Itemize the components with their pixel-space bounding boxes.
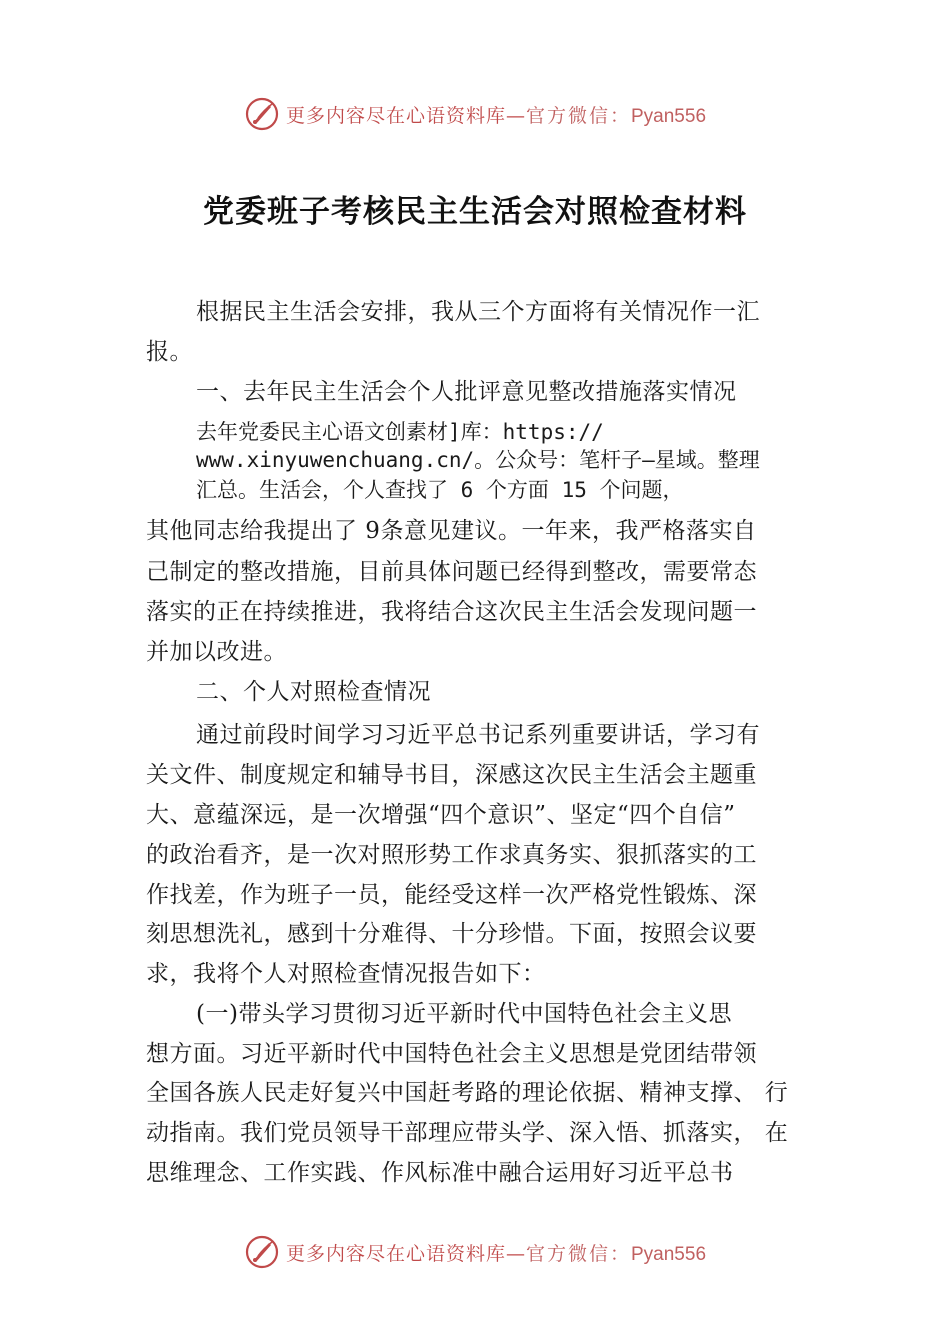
body-line: 全国各族人民走好复兴中国赶考路的理论依据、精神支撑、 行 xyxy=(146,1080,789,1106)
body-line: 己制定的整改措施，目前具体问题已经得到整改，需要常态 xyxy=(146,559,757,585)
banner-account: Pyan556 xyxy=(631,1243,707,1265)
banner-dash: — xyxy=(505,104,526,127)
body-line: 并加以改进。 xyxy=(146,639,287,665)
document-title: 党委班子考核民主生活会对照检查材料 xyxy=(203,194,747,230)
body-line: 关文件、制度规定和辅导书目，深感这次民主生活会主题重 xyxy=(146,762,757,788)
body-line: www.xinyuwenchuang.cn/。公众号：笔杆子—星域。整理 xyxy=(196,448,760,472)
body-line: (一)带头学习贯彻习近平新时代中国特色社会主义思 xyxy=(196,1001,732,1027)
banner-dash: — xyxy=(505,1242,526,1265)
banner-text xyxy=(286,1239,706,1266)
body-line: 动指南。我们党员领导干部理应带头学、深入悟、抓落实， 在 xyxy=(146,1120,789,1146)
body-line: 的政治看齐，是一次对照形势工作求真务实、狠抓落实的工 xyxy=(146,842,757,868)
body-line: 根据民主生活会安排，我从三个方面将有关情况作一汇 xyxy=(196,299,760,325)
banner-account: Pyan556 xyxy=(631,105,707,127)
body-line: 其他同志给我提出了 9条意见建议。一年来，我严格落实自 xyxy=(146,518,757,544)
footer-banner xyxy=(0,1230,950,1274)
banner-main-text: 更多内容尽在心语资料库 xyxy=(285,104,506,127)
body-line: 作找差，作为班子一员，能经受这样一次严格党性锻炼、深 xyxy=(146,882,757,908)
body-line: 落实的正在持续推进，我将结合这次民主生活会发现问题一 xyxy=(146,599,757,625)
quill-logo-icon xyxy=(244,1234,280,1270)
body-line: 求，我将个人对照检查情况报告如下： xyxy=(146,961,546,987)
body-line: 通过前段时间学习习近平总书记系列重要讲话，学习有 xyxy=(196,722,760,748)
body-line: 大、意蕴深远，是一次增强“四个意识”、坚定“四个自信” xyxy=(146,802,736,828)
banner-wechat-label: 官方微信： xyxy=(525,1243,631,1265)
section-heading: 二、个人对照检查情况 xyxy=(196,679,431,705)
header-banner xyxy=(0,92,950,136)
body-line: 去年党委民主心语文创素材]库：https:// xyxy=(196,420,604,444)
body-line: 思维理念、工作实践、作风标准中融合运用好习近平总书 xyxy=(146,1160,734,1186)
section-heading: 一、去年民主生活会个人批评意见整改措施落实情况 xyxy=(196,379,737,405)
banner-main-text: 更多内容尽在心语资料库 xyxy=(285,1242,506,1265)
quill-logo-icon xyxy=(244,96,280,132)
body-line: 刻思想洗礼，感到十分难得、十分珍惜。下面，按照会议要 xyxy=(146,921,757,947)
banner-wechat-label: 官方微信： xyxy=(525,105,631,127)
body-line: 报。 xyxy=(146,339,193,365)
body-line: 想方面。习近平新时代中国特色社会主义思想是党团结带领 xyxy=(146,1041,757,1067)
banner-text xyxy=(286,101,706,128)
body-line: 汇总。生活会，个人查找了 6 个方面 15 个问题， xyxy=(196,478,684,502)
